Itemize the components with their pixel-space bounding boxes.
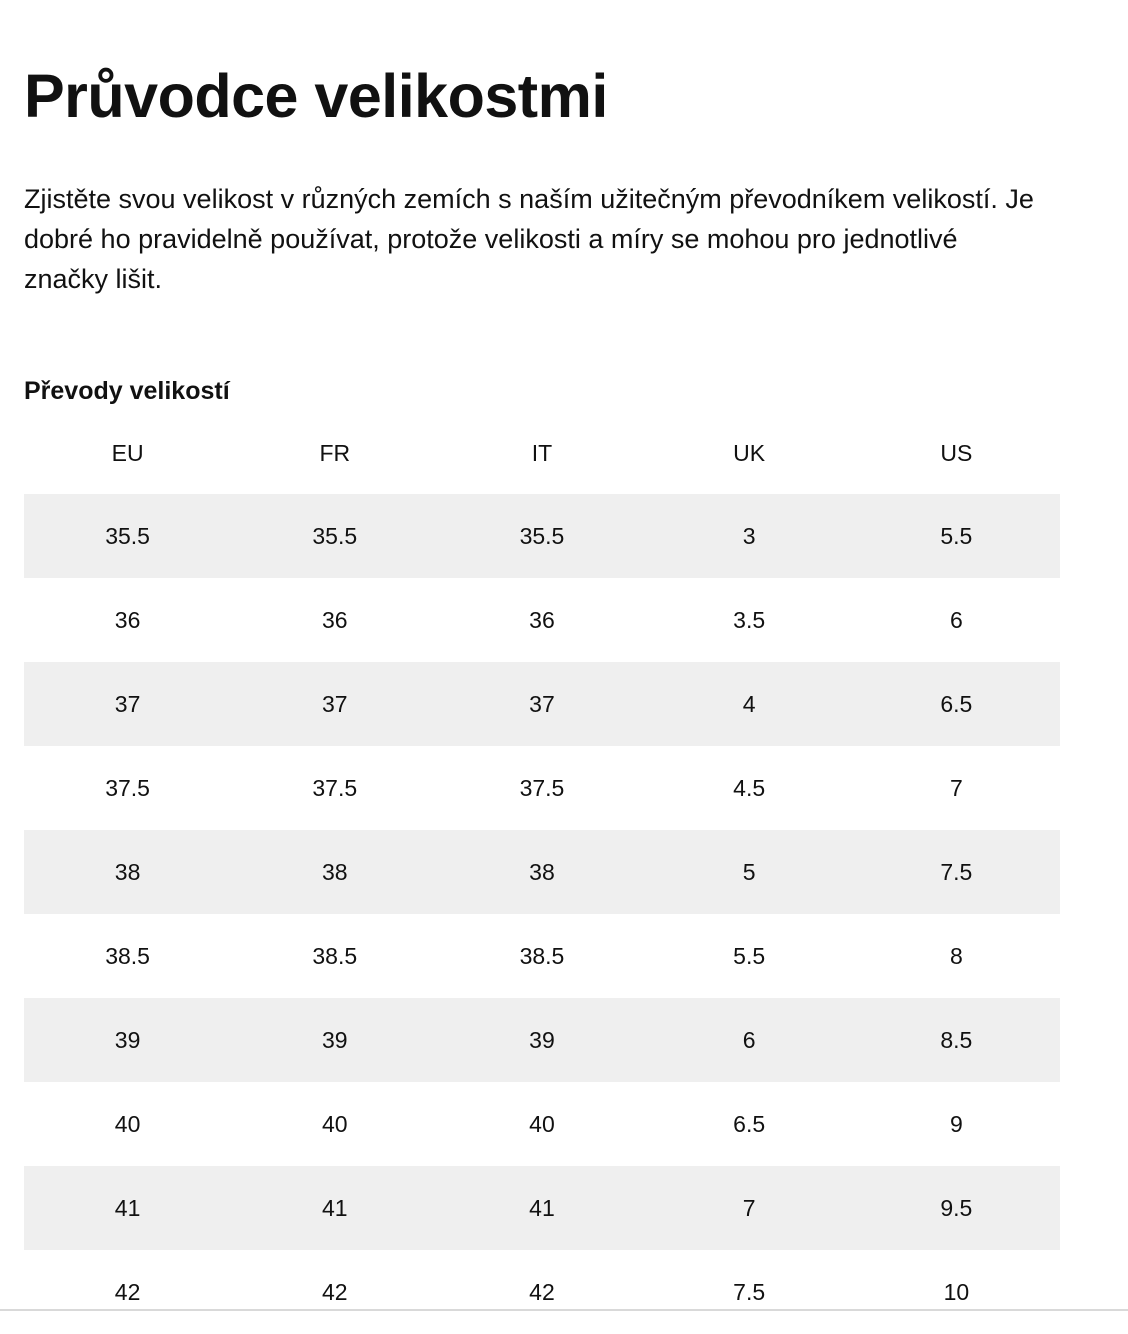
- table-cell: 41: [231, 1166, 438, 1250]
- page-title: Průvodce velikostmi: [24, 62, 608, 130]
- table-cell: 37.5: [312, 774, 358, 801]
- table-cell: 40: [321, 1110, 348, 1137]
- table-cell: 37.5: [105, 774, 150, 801]
- table-cell: 38.5: [105, 942, 150, 969]
- table-cell: 3.5: [733, 606, 766, 633]
- table-cell: 39: [24, 998, 231, 1082]
- table-cell: 38: [438, 830, 645, 914]
- table-cell: 6.5: [733, 1110, 766, 1137]
- table-cell: 40: [529, 1110, 555, 1137]
- table-row: [24, 1082, 1060, 1166]
- size-conversion-table: [24, 412, 1060, 1334]
- column-header-us: US: [940, 439, 973, 466]
- table-row: [24, 1250, 1060, 1334]
- table-cell: 41: [438, 1166, 645, 1250]
- table-cell: 6: [949, 606, 963, 633]
- table-row: [24, 914, 1060, 998]
- table-cell: 40: [114, 1110, 141, 1137]
- table-cell: 42: [529, 1278, 555, 1305]
- table-row: [24, 662, 1060, 746]
- table-cell: 9.5: [853, 1166, 1060, 1250]
- table-cell: 35.5: [438, 494, 645, 578]
- section-title: Převody velikostí: [24, 377, 230, 405]
- table-cell: 7.5: [853, 830, 1060, 914]
- table-cell: 5: [646, 830, 853, 914]
- table-row: [24, 998, 1060, 1082]
- column-header-eu: EU: [111, 439, 144, 466]
- table-cell: 5.5: [733, 942, 766, 969]
- table-cell: 4.5: [733, 774, 766, 801]
- table-cell: 7: [646, 1166, 853, 1250]
- table-cell: 41: [24, 1166, 231, 1250]
- table-row: [24, 830, 1060, 914]
- bottom-divider: [0, 1309, 1128, 1311]
- table-cell: 10: [943, 1278, 970, 1305]
- table-cell: 7: [949, 774, 963, 801]
- table-cell: 36: [321, 606, 348, 633]
- table-cell: 36: [529, 606, 555, 633]
- table-cell: 38: [24, 830, 231, 914]
- table-header-row: [24, 412, 1060, 494]
- table-cell: 38: [231, 830, 438, 914]
- table-cell: 36: [114, 606, 141, 633]
- table-cell: 9: [949, 1110, 963, 1137]
- table-cell: 38.5: [519, 942, 565, 969]
- table-cell: 37: [438, 662, 645, 746]
- table-cell: 5.5: [853, 494, 1060, 578]
- table-cell: 37.5: [519, 774, 565, 801]
- column-header-it: IT: [531, 439, 553, 466]
- table-cell: 8.5: [853, 998, 1060, 1082]
- table-cell: 39: [438, 998, 645, 1082]
- table-cell: 3: [646, 494, 853, 578]
- table-cell: 7.5: [733, 1278, 766, 1305]
- table-row: [24, 746, 1060, 830]
- table-row: [24, 494, 1060, 578]
- table-row: [24, 578, 1060, 662]
- table-cell: 38.5: [312, 942, 358, 969]
- table-cell: 6: [646, 998, 853, 1082]
- table-cell: 6.5: [853, 662, 1060, 746]
- column-header-fr: FR: [319, 439, 351, 466]
- table-cell: 42: [321, 1278, 348, 1305]
- table-cell: 39: [231, 998, 438, 1082]
- table-row: [24, 1166, 1060, 1250]
- table-cell: 37: [24, 662, 231, 746]
- table-cell: 35.5: [24, 494, 231, 578]
- table-cell: 37: [231, 662, 438, 746]
- column-header-uk: UK: [733, 439, 766, 466]
- table-cell: 4: [646, 662, 853, 746]
- intro-paragraph: Zjistěte svou velikost v různých zemích s naším užitečným převodníkem velikostí. Je dobré ho pravidelně používat, protože velikosti a míry se mohou pro jednotlivé značky lišit.: [24, 184, 1034, 294]
- table-cell: 8: [949, 942, 963, 969]
- table-cell: 42: [114, 1278, 141, 1305]
- table-cell: 35.5: [231, 494, 438, 578]
